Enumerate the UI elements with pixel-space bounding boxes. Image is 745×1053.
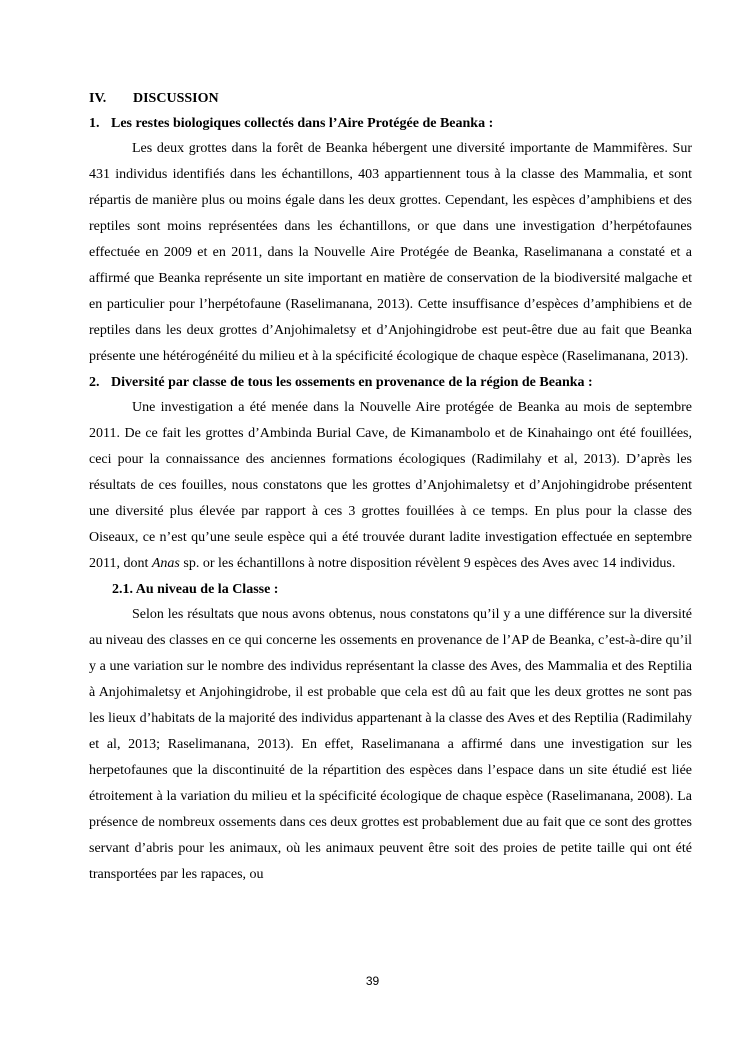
subsection-1-paragraph: Les deux grottes dans la forêt de Beanka hébergent une diversité importante de Mammifères. Sur 431 individus identifiés dans les échantillons, 403 appartiennent tous à la classe des Mammalia, et sont répartis de manière plus ou moins égale dans les deux grottes. Cependant, les espèces d’amphibiens et des reptiles sont moins représentées dans les échantillons, or que dans une investigation d’herpétofaunes effectuée en 2009 et en 2011, dans la Nouvelle Aire Protégée de Beanka, Raselimanana a constaté et a affirmé que Beanka représente un site important en matière de conservation de la biodiversité malgache et en particulier pour l’herpétofaune (Raselimanana, 2013). Cette insuffisance d’espèces d’amphibiens et de reptiles dans les deux grottes d’Anjohimaletsy et d’Anjohingidrobe est peut-être due au fait que Beanka présente une hétérogénéité du milieu et à la spécificité écologique de chaque espèce (Raselimanana, 2013). — [89, 141, 692, 364]
subsection-2-number: 2. — [89, 375, 100, 390]
page-number: 39 — [365, 974, 380, 988]
section-heading — [89, 86, 692, 111]
page-content — [89, 86, 692, 888]
subsection-2-title: Diversité par classe de tous les ossements en provenance de la région de Beanka : — [111, 375, 593, 390]
subsection-2-1-heading: 2.1. Au niveau de la Classe : — [112, 582, 279, 597]
subsection-2-paragraph — [89, 395, 692, 577]
subsection-2-text-b: sp. or les échantillons à notre disposition révèlent 9 espèces des Aves avec 14 individus. — [179, 556, 676, 571]
subsection-2-text-a: Une investigation a été menée dans la Nouvelle Aire protégée de Beanka au mois de septembre 2011. De ce fait les grottes d’Ambinda Burial Cave, de Kimanambolo et de Kinahaingo ont été fouillées, ceci pour la connaissance des anciennes formations écologiques (Radimilahy et al, 2013). D’après les résultats de ces fouilles, nous constatons que les grottes d’Anjohimaletsy et d’Anjohingidrobe présentent une diversité plus élevée par rapport à ces 3 grottes fouillées à ce temps. En plus pour la classe des Oiseaux, ce n’est qu’une seule espèce qui a été trouvée durant ladite investigation effectuée en septembre 2011, dont — [89, 400, 692, 571]
subsection-1-title: Les restes biologiques collectés dans l’Aire Protégée de Beanka : — [111, 116, 494, 131]
genus-name-italic: Anas — [151, 556, 180, 571]
subsection-2-1-paragraph: Selon les résultats que nous avons obtenus, nous constatons qu’il y a une différence sur la diversité au niveau des classes en ce qui concerne les ossements en provenance de l’AP de Beanka, c’est-à-dire qu’il y a une variation sur le nombre des individus représentant la classe des Aves, des Mammalia et des Reptilia à Anjohimaletsy et Anjohingidrobe, il est probable que cela est dû au fait que les deux grottes ne sont pas les lieux d’habitats de la majorité des individus appartenant à la classe des Aves et des Reptilia (Radimilahy et al, 2013; Raselimanana, 2013). En effet, Raselimanana a affirmé dans une investigation sur les herpetofaunes que la discontinuité de la répartition des espèces dans l’espace dans un site étudié est liée étroitement à la variation du milieu et la spécificité écologique de chaque espèce (Raselimanana, 2008). La présence de nombreux ossements dans ces deux grottes est probablement due au fait que ce sont des grottes servant d’abris pour les animaux, où les animaux peuvent être soit des proies de petite taille qui ont été transportées par les rapaces, ou — [89, 607, 692, 882]
section-title: DISCUSSION — [133, 91, 219, 106]
subsection-2-heading — [89, 370, 692, 395]
section-number: IV. — [89, 91, 107, 106]
subsection-1-heading — [89, 111, 692, 136]
subsection-1-number: 1. — [89, 116, 100, 131]
